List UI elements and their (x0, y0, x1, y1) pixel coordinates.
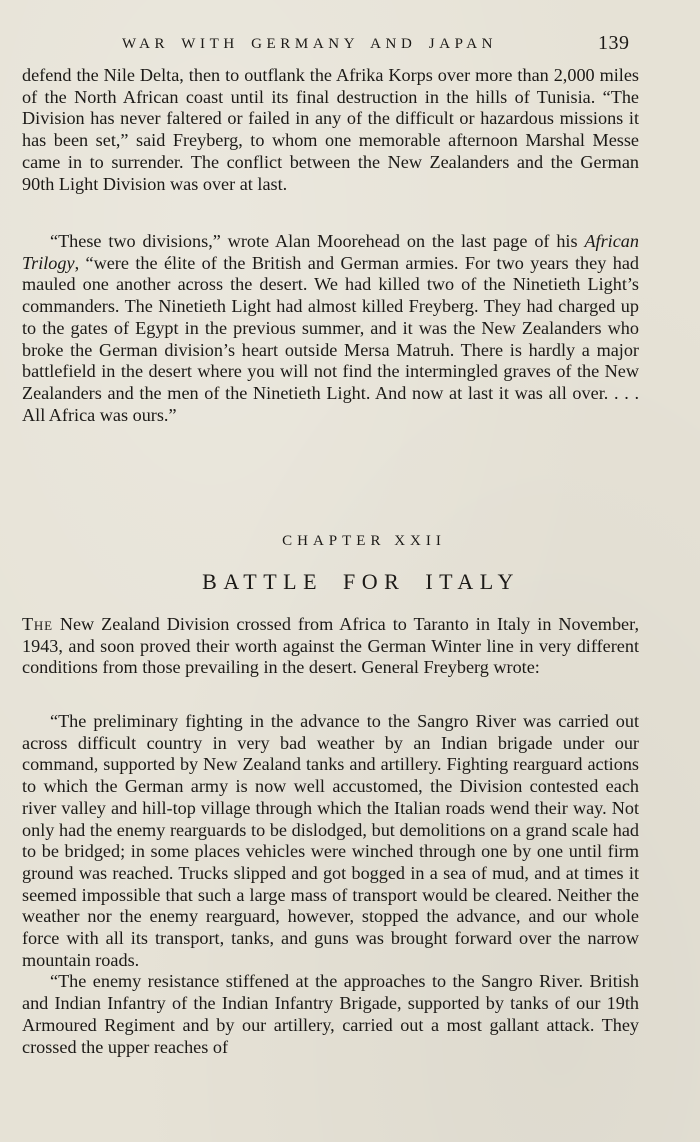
paragraph-continued: defend the Nile Delta, then to outflank the Afrika Korps over more than 2,000 miles of the North African coast until its final destruction in the hills of Tunisia. “The Division has never faltered or failed in any of the difficult or hazardous missions it has been set,” said Freyberg, to whom one memorable afternoon Marshal Messe came in to surrender. The conflict between the New Zealanders and the German 90th Light Division was over at last. (22, 65, 639, 194)
freyberg-quote-paragraph-1: “The preliminary fighting in the advance to the Sangro River was carried out across difficult country in very bad weather by an Indian brigade under our command, supported by New Zealand tanks and artillery. Fighting rearguard actions to which the German army is now well accustomed, the Division contested each river valley and hill-top village through which the Italian roads wend their way. Not only had the enemy rearguards to be dislodged, but demolitions on a grand scale had to be bridged; in some places vehicles were winched through one by one until firm ground was reached. Trucks slipped and got bogged in a sea of mud, and at times it seemed impossible that such a large mass of transport would be cleared. Neither the weather nor the enemy rearguard, however, stopped the advance, and our whole force with all its transport, tanks, and guns was brought forward over the narrow mountain roads. (22, 711, 639, 970)
chapter-opening-paragraph (22, 614, 639, 679)
book-title: African Trilogy (22, 231, 639, 273)
text-block-freyberg-quote (22, 711, 639, 1058)
freyberg-quote-paragraph-2: “The enemy resistance stiffened at the approaches to the Sangro River. British and Indian Infantry of the Indian Infantry Brigade, supported by tanks of our 19th Armoured Regiment and by our artillery, carried out a most gallant attack. They crossed the upper reaches of (22, 971, 639, 1057)
paragraph-moorehead-rest: , “were the élite of the British and German armies. For two years they had mauled one another across the desert. We had killed two of the Ninetieth Light’s commanders. The Ninetieth Light had almost killed Freyberg. They had charged up to the gates of Egypt in the previous summer, and it was the New Zealanders who broke the German division’s heart outside Mersa Matruh. There is hardly a major battlefield in the desert where you will not find the intermingled graves of the New Zealanders and the men of the Ninetieth Light. And now at last it was all over. . . . All Africa was ours.” (22, 252, 639, 425)
text-block-moorehead-quote (22, 231, 639, 426)
running-head (0, 32, 700, 60)
opening-text: New Zealand Division crossed from Africa to Taranto in Italy in November, 1943, and soon proved their worth against the German Winter line in very different conditions from those prevailing in the desert. General Freyberg wrote: (22, 614, 639, 678)
running-title: WAR WITH GERMANY AND JAPAN (122, 36, 498, 52)
paragraph-moorehead-start: “These two divisions,” wrote Alan Moorehead on the last page of his (50, 231, 585, 251)
chapter-number: CHAPTER XXII (282, 533, 446, 549)
text-block-intro (22, 65, 639, 195)
chapter-title: BATTLE FOR ITALY (202, 569, 520, 594)
text-block-chapter-opening (22, 614, 639, 679)
paragraph-moorehead (22, 231, 639, 426)
page-number: 139 (598, 32, 630, 54)
opening-word: The (22, 614, 53, 634)
